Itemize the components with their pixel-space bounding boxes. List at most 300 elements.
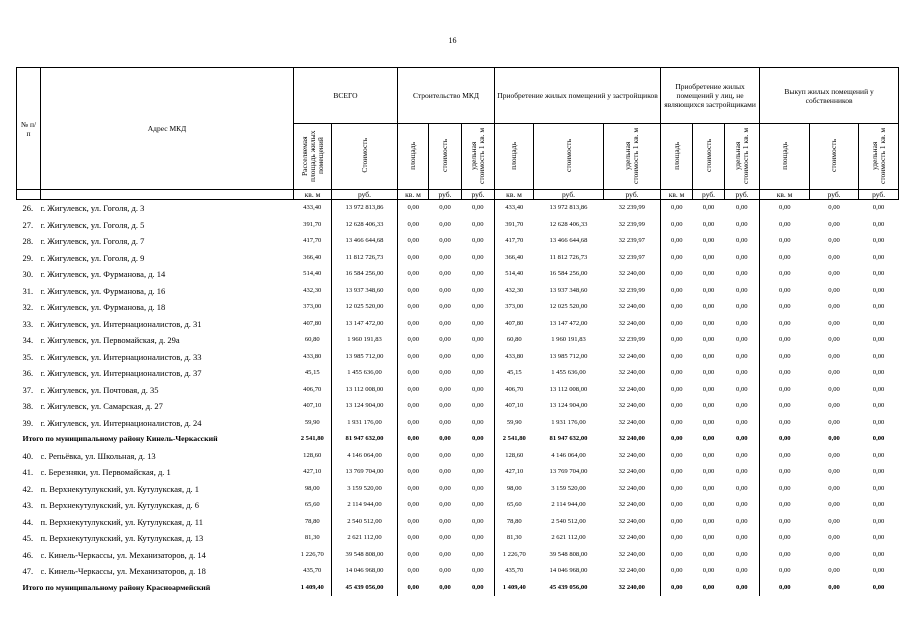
value-cell: 433,40 [505, 204, 524, 212]
value-cell: 0,00 [779, 468, 791, 476]
value-cell: 0,00 [872, 402, 885, 410]
column-header [294, 124, 332, 190]
value-cell: 391,70 [294, 217, 332, 234]
value-cell: 0,00 [872, 534, 885, 542]
value-cell: 0,00 [439, 451, 451, 459]
column-header [725, 124, 760, 190]
value-cell: 0,00 [671, 270, 683, 278]
value-cell: 0,00 [407, 468, 420, 476]
value-cell: 1 931 176,00 [551, 418, 586, 426]
unit-label: руб. [462, 190, 495, 200]
address-cell: г. Жигулевск, ул. Гоголя, д. 9 [40, 252, 145, 263]
value-cell: 0,00 [828, 385, 840, 393]
value-cell: 406,70 [294, 382, 332, 399]
value-cell: 0,00 [872, 352, 885, 360]
address-cell: г. Жигулевск, ул. Интернационалистов, д. 24 [40, 417, 202, 428]
value-cell: 0,00 [439, 550, 451, 558]
value-cell: 0,00 [828, 352, 840, 360]
value-cell: 0,00 [702, 303, 715, 311]
value-cell: 3 159 520,00 [332, 481, 398, 498]
row-number: 36. [22, 368, 34, 379]
column-header-text: площадь [779, 141, 789, 170]
value-cell: 0,00 [407, 451, 420, 459]
value-cell: 13 466 644,68 [332, 233, 398, 250]
value-cell: 0,00 [407, 517, 420, 525]
value-cell: 0,00 [779, 484, 791, 492]
address-cell: п. Верхнекутулукский, ул. Кутулукская, д. 6 [40, 500, 200, 511]
value-cell: 59,90 [506, 418, 522, 426]
value-cell: 0,00 [439, 435, 451, 443]
table-row [17, 316, 899, 333]
value-cell: 0,00 [725, 398, 760, 415]
value-cell: 32 240,00 [604, 415, 661, 432]
value-cell: 0,00 [407, 435, 420, 443]
value-cell: 1 226,70 [294, 547, 332, 564]
row-number: 28. [22, 236, 34, 247]
group-header-non-developers: Приобретение жилых помещений у лиц, не являющихся застройщиками [661, 68, 760, 124]
table-row [17, 217, 899, 234]
value-cell: 98,00 [294, 481, 332, 498]
value-cell: 0,00 [872, 451, 885, 459]
table-row [17, 283, 899, 300]
num-header: № п/п [17, 68, 41, 190]
value-cell: 391,70 [505, 220, 524, 228]
value-cell: 0,00 [462, 250, 495, 267]
column-header-text: стоимость [440, 139, 449, 172]
value-cell: 0,00 [872, 319, 885, 327]
value-cell: 435,70 [294, 563, 332, 580]
value-cell: 0,00 [779, 303, 791, 311]
value-cell: 0,00 [828, 435, 840, 443]
address-cell: с. Кинель-Черкассы, ул. Механизаторов, д. 14 [40, 549, 206, 560]
value-cell: 0,00 [407, 567, 420, 575]
row-number: 29. [22, 252, 34, 263]
value-cell: 0,00 [828, 204, 840, 212]
value-cell: 0,00 [702, 567, 715, 575]
row-number: 40. [22, 450, 34, 461]
value-cell: 0,00 [872, 303, 885, 311]
group-header-buyout: Выкуп жилых помещений у собственников [760, 68, 899, 124]
value-cell: 0,00 [828, 567, 840, 575]
value-cell: 0,00 [779, 220, 791, 228]
column-header [495, 124, 534, 190]
value-cell: 432,30 [294, 283, 332, 300]
unit-label: руб. [810, 190, 859, 200]
value-cell: 0,00 [407, 385, 420, 393]
row-number: 39. [22, 417, 34, 428]
value-cell: 0,00 [462, 530, 495, 547]
value-cell: 1 455 636,00 [332, 365, 398, 382]
value-cell: 13 124 904,00 [332, 398, 398, 415]
value-cell: 39 548 808,00 [332, 547, 398, 564]
value-cell: 0,00 [671, 286, 683, 294]
value-cell: 32 240,00 [604, 481, 661, 498]
value-cell: 0,00 [407, 286, 420, 294]
address-cell: с. Кинель-Черкассы, ул. Механизаторов, д. 18 [40, 566, 206, 577]
value-cell: 0,00 [872, 550, 885, 558]
value-cell: 0,00 [671, 418, 683, 426]
value-cell: 0,00 [702, 237, 715, 245]
value-cell: 32 239,99 [604, 283, 661, 300]
value-cell: 0,00 [702, 402, 715, 410]
value-cell: 32 240,00 [604, 514, 661, 531]
address-cell: г. Жигулевск, ул. Фурманова, д. 16 [40, 285, 166, 296]
value-cell: 0,00 [872, 567, 885, 575]
value-cell: 32 240,00 [604, 547, 661, 564]
value-cell: 0,00 [702, 336, 715, 344]
address-header: Адрес МКД [41, 68, 294, 190]
value-cell: 0,00 [671, 385, 683, 393]
unit-label: кв. м [760, 190, 810, 200]
value-cell: 0,00 [702, 550, 715, 558]
value-cell: 32 239,99 [604, 200, 661, 217]
value-cell: 0,00 [872, 253, 885, 261]
value-cell: 12 025 520,00 [332, 299, 398, 316]
value-cell: 0,00 [725, 233, 760, 250]
value-cell: 0,00 [439, 418, 451, 426]
value-cell: 0,00 [779, 550, 791, 558]
value-cell: 0,00 [779, 369, 791, 377]
unit-label: руб. [332, 190, 398, 200]
value-cell: 0,00 [725, 514, 760, 531]
table-row [17, 398, 899, 415]
row-number: 32. [22, 302, 34, 313]
address-cell: г. Жигулевск, ул. Гоголя, д. 3 [40, 203, 145, 214]
value-cell: 427,10 [294, 464, 332, 481]
table-row [17, 481, 899, 498]
group-header-construction: Строительство МКД [398, 68, 495, 124]
value-cell: 0,00 [828, 270, 840, 278]
value-cell: 0,00 [462, 481, 495, 498]
value-cell: 0,00 [407, 220, 420, 228]
table-row [17, 365, 899, 382]
value-cell: 0,00 [779, 286, 791, 294]
value-cell: 0,00 [702, 501, 715, 509]
value-cell: 0,00 [702, 220, 715, 228]
value-cell: 14 046 968,00 [549, 567, 588, 575]
table-row [17, 563, 899, 580]
table-row [17, 530, 899, 547]
value-cell: 0,00 [462, 233, 495, 250]
value-cell: 0,00 [407, 319, 420, 327]
column-header-text: Расселяемая площадь жилых помещений [299, 129, 325, 182]
value-cell: 0,00 [779, 583, 791, 591]
value-cell: 0,00 [702, 369, 715, 377]
column-header [810, 124, 859, 190]
value-cell: 0,00 [407, 237, 420, 245]
column-header-text: площадь [671, 141, 681, 170]
column-header-text: площадь [509, 141, 519, 170]
row-number: 38. [22, 401, 34, 412]
table-row [17, 250, 899, 267]
value-cell: 32 240,00 [604, 448, 661, 465]
value-cell: 0,00 [779, 270, 791, 278]
value-cell: 0,00 [872, 286, 885, 294]
value-cell: 0,00 [671, 336, 683, 344]
value-cell: 32 240,00 [604, 580, 661, 597]
value-cell: 0,00 [872, 336, 885, 344]
value-cell: 0,00 [702, 270, 715, 278]
value-cell: 0,00 [671, 204, 683, 212]
page-number: 16 [448, 36, 457, 45]
value-cell: 0,00 [828, 402, 840, 410]
value-cell: 0,00 [725, 481, 760, 498]
value-cell: 0,00 [725, 250, 760, 267]
value-cell: 45 439 056,00 [549, 583, 588, 591]
column-header-text: удельная стоимость 1 кв. м [623, 127, 641, 184]
value-cell: 0,00 [407, 402, 420, 410]
value-cell: 407,80 [294, 316, 332, 333]
value-cell: 0,00 [462, 514, 495, 531]
value-cell: 0,00 [702, 583, 715, 591]
table-row [17, 464, 899, 481]
value-cell: 0,00 [671, 484, 683, 492]
value-cell: 373,00 [505, 303, 524, 311]
value-cell: 0,00 [725, 580, 760, 597]
value-cell: 0,00 [872, 237, 885, 245]
value-cell: 0,00 [439, 303, 451, 311]
address-cell: п. Верхнекутулукский, ул. Кутулукская, д. 1 [40, 483, 200, 494]
table-row [17, 448, 899, 465]
value-cell: 12 628 406,33 [332, 217, 398, 234]
value-cell: 0,00 [828, 319, 840, 327]
value-cell: 0,00 [828, 550, 840, 558]
value-cell: 0,00 [462, 431, 495, 448]
value-cell: 32 240,00 [604, 299, 661, 316]
value-cell: 0,00 [828, 303, 840, 311]
column-header-text: удельная стоимость 1 кв. м [733, 127, 751, 184]
value-cell: 78,80 [294, 514, 332, 531]
unit-label: кв. м [661, 190, 693, 200]
value-cell: 0,00 [702, 435, 715, 443]
row-number: 42. [22, 483, 34, 494]
value-cell: 0,00 [872, 204, 885, 212]
value-cell: 0,00 [671, 534, 683, 542]
value-cell: 2 540 512,00 [551, 517, 586, 525]
value-cell: 0,00 [439, 484, 451, 492]
column-header [462, 124, 495, 190]
value-cell: 0,00 [439, 204, 451, 212]
value-cell: 433,40 [294, 200, 332, 217]
value-cell: 2 114 944,00 [551, 501, 586, 509]
value-cell: 32 240,00 [604, 365, 661, 382]
value-cell: 11 812 726,73 [549, 253, 588, 261]
value-cell: 0,00 [462, 398, 495, 415]
column-header [859, 124, 899, 190]
value-cell: 0,00 [779, 385, 791, 393]
value-cell: 0,00 [779, 319, 791, 327]
value-cell: 13 466 644,68 [549, 237, 588, 245]
value-cell: 0,00 [702, 253, 715, 261]
value-cell: 0,00 [671, 550, 683, 558]
value-cell: 45,15 [506, 369, 522, 377]
value-cell: 0,00 [671, 468, 683, 476]
address-cell: с. Березняки, ул. Первомайская, д. 1 [40, 467, 171, 478]
value-cell: 0,00 [702, 352, 715, 360]
unit-label: руб. [429, 190, 462, 200]
value-cell: 0,00 [779, 253, 791, 261]
table-header [17, 68, 899, 200]
value-cell: 0,00 [462, 200, 495, 217]
value-cell: 13 937 348,60 [332, 283, 398, 300]
address-cell: п. Верхнекутулукский, ул. Кутулукская, д. 11 [40, 516, 203, 527]
value-cell: 0,00 [671, 435, 683, 443]
value-cell: 0,00 [407, 336, 420, 344]
value-cell: 32 239,99 [604, 332, 661, 349]
column-header [604, 124, 661, 190]
address-cell: г. Жигулевск, ул. Интернационалистов, д. 31 [40, 318, 202, 329]
value-cell: 433,80 [505, 352, 524, 360]
subtotal-row [17, 431, 899, 448]
value-cell: 0,00 [462, 266, 495, 283]
value-cell: 0,00 [725, 200, 760, 217]
value-cell: 81,30 [506, 534, 522, 542]
value-cell: 0,00 [872, 270, 885, 278]
value-cell: 0,00 [702, 517, 715, 525]
value-cell: 1 226,70 [502, 550, 526, 558]
column-header-text: стоимость [563, 139, 573, 172]
value-cell: 0,00 [439, 567, 451, 575]
value-cell: 0,00 [671, 369, 683, 377]
table-row [17, 382, 899, 399]
row-number: 43. [22, 500, 34, 511]
value-cell: 0,00 [462, 283, 495, 300]
row-number: 33. [22, 318, 34, 329]
value-cell: 0,00 [725, 349, 760, 366]
row-number: 45. [22, 533, 34, 544]
value-cell: 0,00 [462, 563, 495, 580]
group-header-total: ВСЕГО [294, 68, 398, 124]
value-cell: 0,00 [828, 237, 840, 245]
value-cell: 0,00 [725, 530, 760, 547]
column-header [534, 124, 604, 190]
row-number: 30. [22, 269, 34, 280]
value-cell: 0,00 [462, 316, 495, 333]
table-row [17, 299, 899, 316]
value-cell: 407,10 [294, 398, 332, 415]
value-cell: 0,00 [779, 567, 791, 575]
value-cell: 0,00 [828, 534, 840, 542]
value-cell: 0,00 [725, 332, 760, 349]
row-number: 26. [22, 203, 34, 214]
address-cell: г. Жигулевск, ул. Гоголя, д. 5 [40, 219, 145, 230]
unit-label: руб. [725, 190, 760, 200]
value-cell: 0,00 [407, 583, 420, 591]
table-body [17, 200, 899, 597]
address-cell: г. Жигулевск, ул. Гоголя, д. 7 [40, 236, 145, 247]
value-cell: 0,00 [779, 517, 791, 525]
value-cell: 0,00 [725, 464, 760, 481]
table-row [17, 514, 899, 531]
value-cell: 0,00 [439, 385, 451, 393]
column-header [661, 124, 693, 190]
value-cell: 98,00 [506, 484, 522, 492]
subtotal-row [17, 580, 899, 597]
value-cell: 0,00 [462, 382, 495, 399]
value-cell: 32 240,00 [604, 382, 661, 399]
value-cell: 0,00 [828, 220, 840, 228]
value-cell: 14 046 968,00 [332, 563, 398, 580]
column-header [693, 124, 725, 190]
value-cell: 0,00 [725, 382, 760, 399]
column-header [398, 124, 429, 190]
value-cell: 1 960 191,83 [551, 336, 586, 344]
value-cell: 0,00 [828, 369, 840, 377]
value-cell: 427,10 [505, 468, 524, 476]
value-cell: 0,00 [671, 303, 683, 311]
value-cell: 60,80 [294, 332, 332, 349]
value-cell: 0,00 [462, 332, 495, 349]
value-cell: 2 621 112,00 [332, 530, 398, 547]
value-cell: 128,60 [294, 448, 332, 465]
value-cell: 13 124 904,00 [549, 402, 588, 410]
value-cell: 13 769 704,00 [549, 468, 588, 476]
value-cell: 0,00 [462, 547, 495, 564]
row-number: 44. [22, 516, 34, 527]
value-cell: 0,00 [779, 237, 791, 245]
value-cell: 0,00 [872, 418, 885, 426]
table-row [17, 200, 899, 217]
value-cell: 65,60 [506, 501, 522, 509]
column-header-text: Стоимость [359, 138, 369, 173]
value-cell: 0,00 [779, 418, 791, 426]
value-cell: 12 025 520,00 [549, 303, 588, 311]
value-cell: 0,00 [779, 501, 791, 509]
value-cell: 0,00 [779, 204, 791, 212]
value-cell: 0,00 [725, 217, 760, 234]
value-cell: 0,00 [872, 369, 885, 377]
value-cell: 0,00 [702, 319, 715, 327]
value-cell: 4 146 064,00 [551, 451, 586, 459]
value-cell: 32 240,00 [604, 431, 661, 448]
subtotal-label: Итого по муниципальному району Красноармейский [22, 582, 211, 592]
value-cell: 0,00 [462, 464, 495, 481]
row-number: 41. [22, 467, 34, 478]
value-cell: 366,40 [505, 253, 524, 261]
value-cell: 0,00 [671, 567, 683, 575]
value-cell: 0,00 [725, 283, 760, 300]
value-cell: 0,00 [779, 534, 791, 542]
value-cell: 0,00 [779, 435, 791, 443]
value-cell: 0,00 [671, 237, 683, 245]
value-cell: 1 960 191,83 [332, 332, 398, 349]
column-header [760, 124, 810, 190]
table-row [17, 233, 899, 250]
column-header-text: удельная стоимость 1 кв. м [469, 127, 486, 184]
value-cell: 0,00 [462, 349, 495, 366]
column-header-text: площадь [408, 141, 417, 170]
subtotal-label: Итого по муниципальному району Кинель-Черкасский [22, 434, 218, 444]
value-cell: 0,00 [439, 517, 451, 525]
value-cell: 16 584 256,00 [549, 270, 588, 278]
value-cell: 432,30 [505, 286, 524, 294]
value-cell: 0,00 [828, 583, 840, 591]
value-cell: 0,00 [439, 534, 451, 542]
value-cell: 0,00 [702, 286, 715, 294]
value-cell: 0,00 [725, 266, 760, 283]
value-cell: 0,00 [725, 316, 760, 333]
value-cell: 0,00 [407, 270, 420, 278]
value-cell: 0,00 [407, 369, 420, 377]
value-cell: 0,00 [828, 286, 840, 294]
value-cell: 0,00 [439, 270, 451, 278]
value-cell: 0,00 [439, 402, 451, 410]
value-cell: 0,00 [872, 220, 885, 228]
value-cell: 0,00 [725, 563, 760, 580]
address-cell: п. Верхнекутулукский, ул. Кутулукская, д. 13 [40, 533, 204, 544]
value-cell: 0,00 [407, 253, 420, 261]
housing-table [16, 67, 899, 596]
